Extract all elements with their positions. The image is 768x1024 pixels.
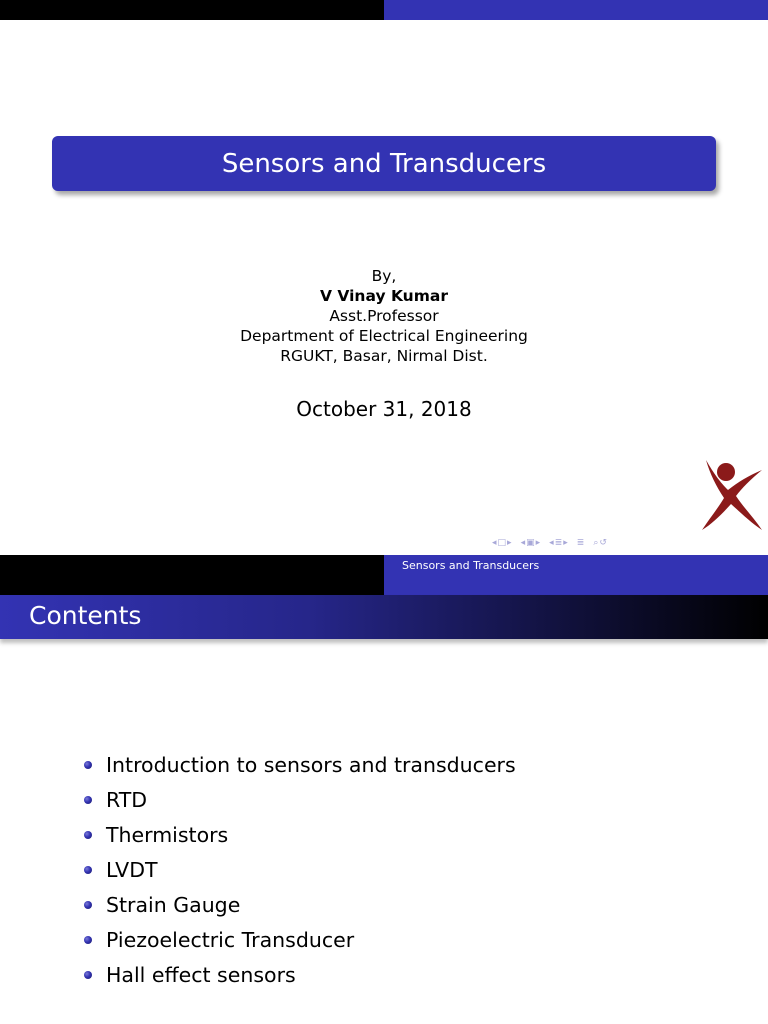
nav-frame-icon[interactable]: □	[497, 538, 507, 548]
frame-title: Contents	[0, 595, 768, 639]
presentation-title: Sensors and Transducers	[52, 136, 716, 191]
nav-subsection-icon[interactable]: ▣	[526, 538, 535, 548]
nav-frame-next-icon[interactable]: ▸	[507, 538, 512, 548]
list-item-text: Strain Gauge	[106, 893, 241, 917]
list-item	[84, 891, 516, 926]
nav-align-icon[interactable]: ≣	[576, 538, 585, 548]
nav-section-icon[interactable]: ≣	[554, 538, 563, 548]
stick-figure-logo-icon	[698, 456, 764, 532]
list-item-text: RTD	[106, 788, 148, 812]
list-item-text: Thermistors	[106, 823, 229, 847]
nav-search-icon[interactable]: ⌕	[593, 538, 599, 548]
by-label: By,	[371, 267, 397, 285]
nav-section-prev-icon[interactable]: ◂	[549, 538, 554, 548]
nav-subsection-next-icon[interactable]: ▸	[535, 538, 541, 548]
bullet-icon	[84, 971, 92, 979]
header-short-title: Sensors and Transducers	[384, 555, 768, 595]
list-item	[84, 961, 516, 996]
bullet-icon	[84, 936, 92, 944]
beamer-navigation-bar	[492, 536, 613, 550]
header-bar-left	[0, 0, 384, 20]
list-item	[84, 821, 516, 856]
list-item-text: Introduction to sensors and transducers	[106, 753, 516, 777]
list-item	[84, 926, 516, 961]
author-name: V Vinay Kumar	[320, 287, 448, 305]
slide-header-bar	[0, 0, 768, 20]
list-item-text: Piezoelectric Transducer	[106, 928, 355, 952]
presentation-date: October 31, 2018	[296, 397, 472, 421]
bullet-icon	[84, 796, 92, 804]
contents-slide	[0, 555, 768, 1024]
slide-header-bar	[0, 555, 768, 595]
nav-back-icon[interactable]: ↺	[599, 538, 607, 548]
author-institution: RGUKT, Basar, Nirmal Dist.	[280, 347, 488, 365]
header-bar-left	[0, 555, 384, 595]
nav-frame-prev-icon[interactable]: ◂	[492, 538, 497, 548]
author-position: Asst.Professor	[329, 307, 439, 325]
author-department: Department of Electrical Engineering	[240, 327, 528, 345]
bullet-icon	[84, 866, 92, 874]
list-item	[84, 751, 516, 786]
header-bar-right	[384, 0, 768, 20]
list-item-text: Hall effect sensors	[106, 963, 296, 987]
list-item-text: LVDT	[106, 858, 158, 882]
bullet-icon	[84, 831, 92, 839]
list-item	[84, 856, 516, 891]
list-item	[84, 786, 516, 821]
nav-section-next-icon[interactable]: ▸	[563, 538, 568, 548]
nav-subsection-prev-icon[interactable]: ◂	[520, 538, 526, 548]
bullet-icon	[84, 761, 92, 769]
contents-list	[84, 751, 516, 996]
bullet-icon	[84, 901, 92, 909]
author-block	[0, 266, 768, 366]
